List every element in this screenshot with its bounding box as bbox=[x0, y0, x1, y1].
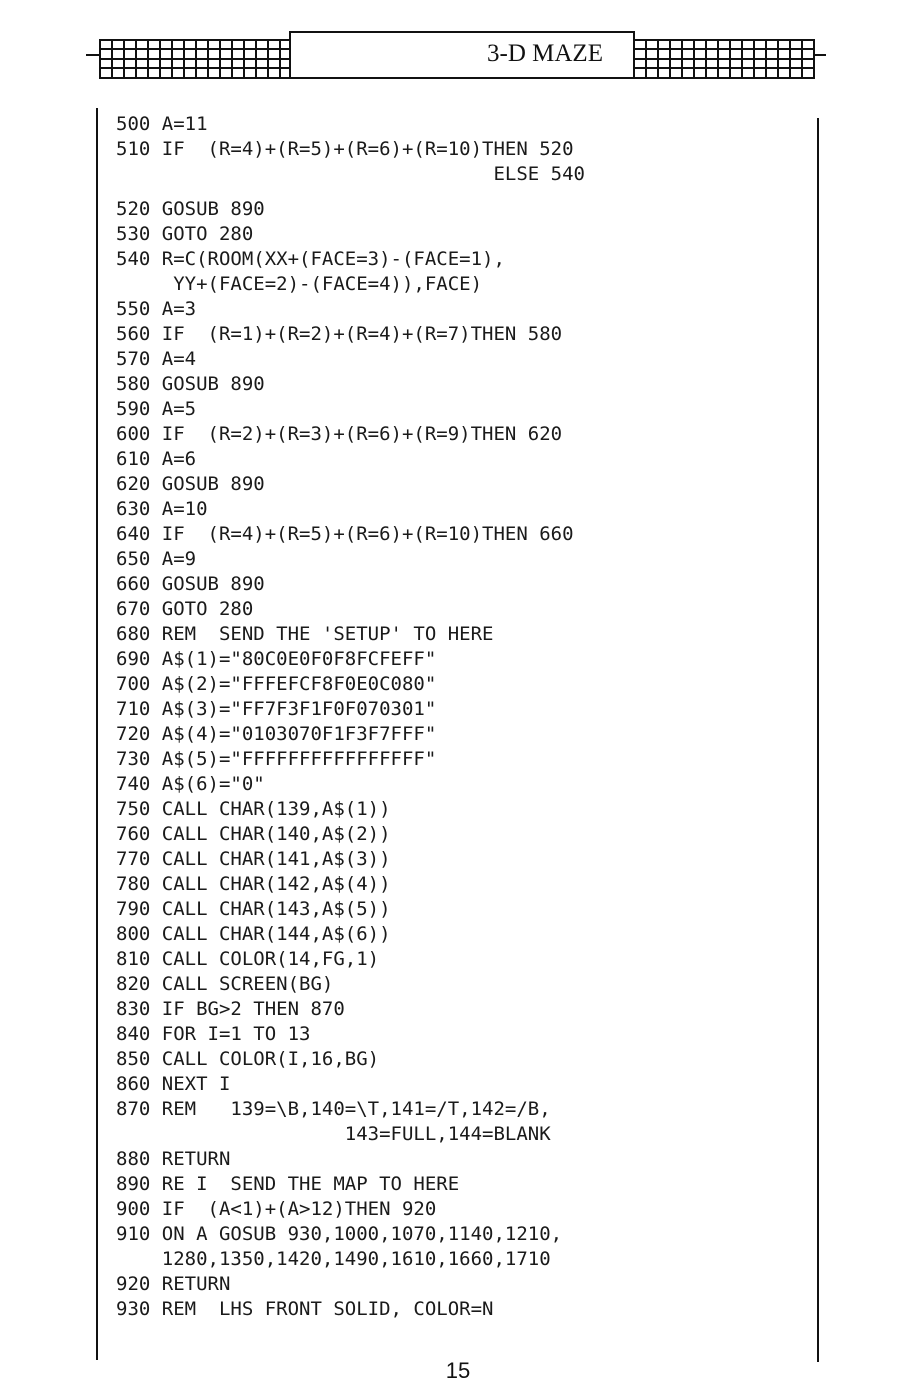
code-line: 890 RE I SEND THE MAP TO HERE bbox=[116, 1173, 460, 1195]
code-line: 590 A=5 bbox=[116, 398, 197, 420]
code-line: 860 NEXT I bbox=[116, 1073, 231, 1095]
code-line: 750 CALL CHAR(139,A$(1)) bbox=[116, 798, 391, 820]
code-line: 930 REM LHS FRONT SOLID, COLOR=N bbox=[116, 1298, 494, 1320]
code-line: 143=FULL,144=BLANK bbox=[116, 1123, 551, 1145]
code-line: 900 IF (A<1)+(A>12)THEN 920 bbox=[116, 1198, 437, 1220]
page-title: 3-D MAZE bbox=[487, 40, 603, 67]
code-line: 680 REM SEND THE 'SETUP' TO HERE bbox=[116, 623, 494, 645]
code-line: 540 R=C(ROOM(XX+(FACE=3)-(FACE=1), bbox=[116, 248, 505, 270]
code-line: 670 GOTO 280 bbox=[116, 598, 254, 620]
code-line: 920 RETURN bbox=[116, 1273, 231, 1295]
code-line: 710 A$(3)="FF7F3F1F0F070301" bbox=[116, 698, 437, 720]
line-spacer bbox=[116, 187, 806, 197]
code-line: ELSE 540 bbox=[116, 163, 585, 185]
code-line: 880 RETURN bbox=[116, 1148, 231, 1170]
code-listing bbox=[116, 112, 806, 1322]
code-line: 570 A=4 bbox=[116, 348, 197, 370]
code-line: 850 CALL COLOR(I,16,BG) bbox=[116, 1048, 380, 1070]
code-line: 910 ON A GOSUB 930,1000,1070,1140,1210, bbox=[116, 1223, 563, 1245]
code-line: 740 A$(6)="0" bbox=[116, 773, 265, 795]
code-line: 730 A$(5)="FFFFFFFFFFFFFFFF" bbox=[116, 748, 437, 770]
code-line: 550 A=3 bbox=[116, 298, 197, 320]
code-line: 600 IF (R=2)+(R=3)+(R=6)+(R=9)THEN 620 bbox=[116, 423, 563, 445]
code-line: 790 CALL CHAR(143,A$(5)) bbox=[116, 898, 391, 920]
code-line: 500 A=11 bbox=[116, 113, 208, 135]
code-line: 560 IF (R=1)+(R=2)+(R=4)+(R=7)THEN 580 bbox=[116, 323, 563, 345]
code-line: 780 CALL CHAR(142,A$(4)) bbox=[116, 873, 391, 895]
code-line: 810 CALL COLOR(14,FG,1) bbox=[116, 948, 380, 970]
listing-left-rule bbox=[96, 108, 98, 1360]
code-line: 760 CALL CHAR(140,A$(2)) bbox=[116, 823, 391, 845]
code-line: 640 IF (R=4)+(R=5)+(R=6)+(R=10)THEN 660 bbox=[116, 523, 574, 545]
code-line: 1280,1350,1420,1490,1610,1660,1710 bbox=[116, 1248, 551, 1270]
code-line: 610 A=6 bbox=[116, 448, 197, 470]
page-header bbox=[86, 28, 828, 82]
code-line: 720 A$(4)="0103070F1F3F7FFF" bbox=[116, 723, 437, 745]
code-line: 770 CALL CHAR(141,A$(3)) bbox=[116, 848, 391, 870]
code-line: 620 GOSUB 890 bbox=[116, 473, 265, 495]
code-line: 630 A=10 bbox=[116, 498, 208, 520]
code-line: 820 CALL SCREEN(BG) bbox=[116, 973, 334, 995]
code-line: 700 A$(2)="FFFEFCF8F0E0C080" bbox=[116, 673, 437, 695]
code-line: YY+(FACE=2)-(FACE=4)),FACE) bbox=[116, 273, 483, 295]
code-line: 520 GOSUB 890 bbox=[116, 198, 265, 220]
code-line: 690 A$(1)="80C0E0F0F8FCFEFF" bbox=[116, 648, 437, 670]
code-line: 870 REM 139=\B,140=\T,141=/T,142=/B, bbox=[116, 1098, 551, 1120]
code-line: 830 IF BG>2 THEN 870 bbox=[116, 998, 345, 1020]
code-line: 800 CALL CHAR(144,A$(6)) bbox=[116, 923, 391, 945]
code-line: 530 GOTO 280 bbox=[116, 223, 254, 245]
listing-right-rule bbox=[817, 118, 819, 1362]
code-line: 660 GOSUB 890 bbox=[116, 573, 265, 595]
page-number: 15 bbox=[445, 1358, 471, 1383]
code-line: 510 IF (R=4)+(R=5)+(R=6)+(R=10)THEN 520 bbox=[116, 138, 574, 160]
code-line: 580 GOSUB 890 bbox=[116, 373, 265, 395]
code-line: 840 FOR I=1 TO 13 bbox=[116, 1023, 311, 1045]
code-line: 650 A=9 bbox=[116, 548, 197, 570]
